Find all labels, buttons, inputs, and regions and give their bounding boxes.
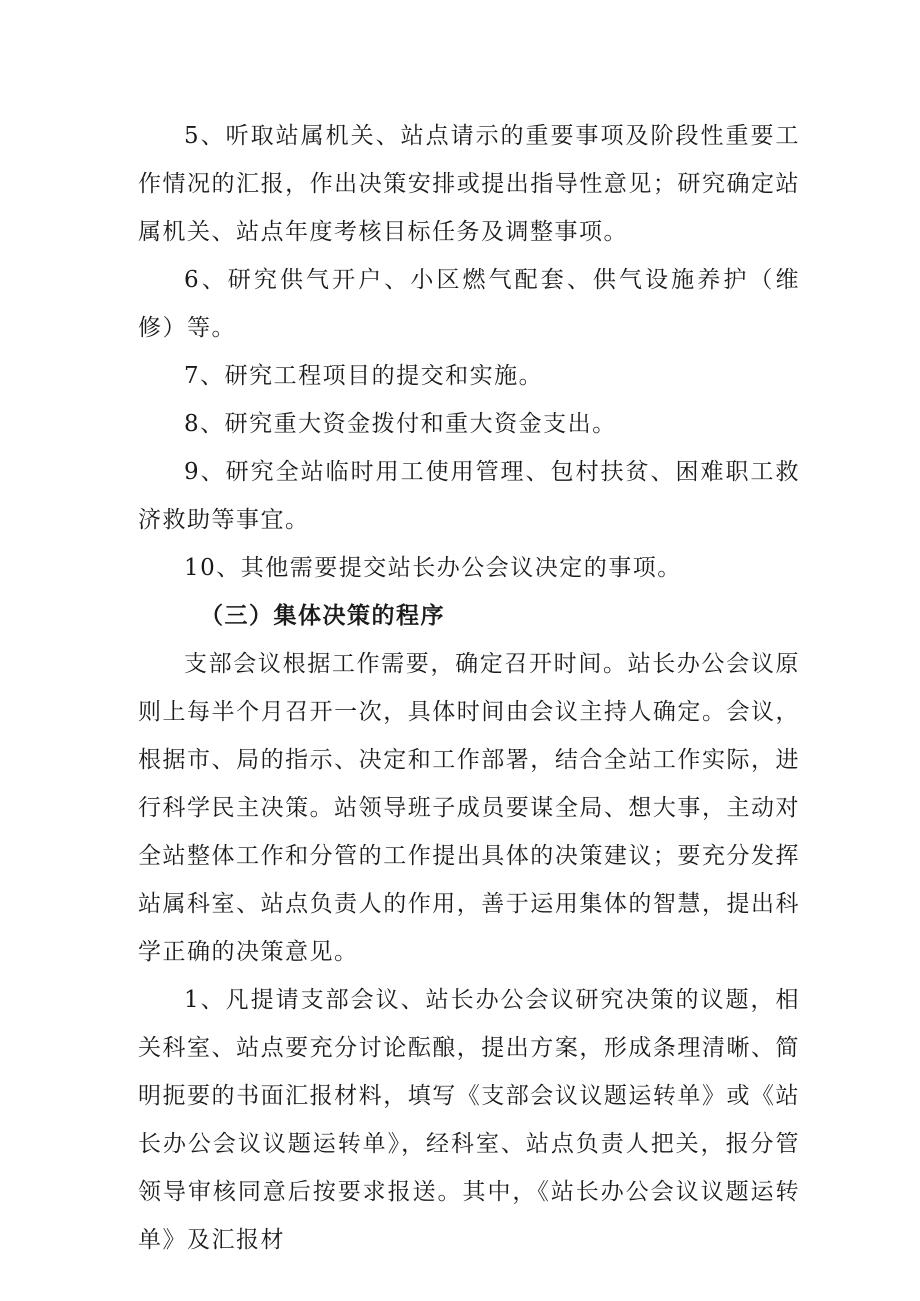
paragraph-item-7: 7、研究工程项目的提交和实施。 <box>184 363 544 389</box>
paragraph-item-8: 8、研究重大资金拨付和重大资金支出。 <box>184 411 617 437</box>
document-body <box>138 112 800 1264</box>
paragraph-procedure-intro: 支部会议根据工作需要，确定召开时间。站长办公会议原则上每半个月召开一次，具体时间由会议主持人确定。会议，根据市、局的指示、决定和工作部署，结合全站工作实际，进行科学民主决策。站领导班子成员要谋全局、想大事，主动对全站整体工作和分管的工作提出具体的决策建议；要充分发挥站属科室、站点负责人的作用，善于运用集体的智慧，提出科学正确的决策意见。 <box>138 651 800 965</box>
paragraph-item-9: 9、研究全站临时用工使用管理、包村扶贫、困难职工救济救助等事宜。 <box>138 459 800 533</box>
section-heading: （三）集体决策的程序 <box>200 603 445 629</box>
paragraph-item-5: 5、听取站属机关、站点请示的重要事项及阶段性重要工作情况的汇报，作出决策安排或提出指导性意见；研究确定站属机关、站点年度考核目标任务及调整事项。 <box>138 123 800 245</box>
paragraph-procedure-item-1: 1、凡提请支部会议、站长办公会议研究决策的议题，相关科室、站点要充分讨论酝酿，提出方案，形成条理清晰、简明扼要的书面汇报材料，填写《支部会议议题运转单》或《站长办公会议议题运转单》，经科室、站点负责人把关，报分管领导审核同意后按要求报送。其中，《站长办公会议议题运转单》及汇报材 <box>138 987 800 1253</box>
paragraph-item-10: 10、其他需要提交站长办公会议决定的事项。 <box>184 555 682 581</box>
paragraph-item-6: 6、研究供气开户、小区燃气配套、供气设施养护（维修）等。 <box>138 267 800 341</box>
